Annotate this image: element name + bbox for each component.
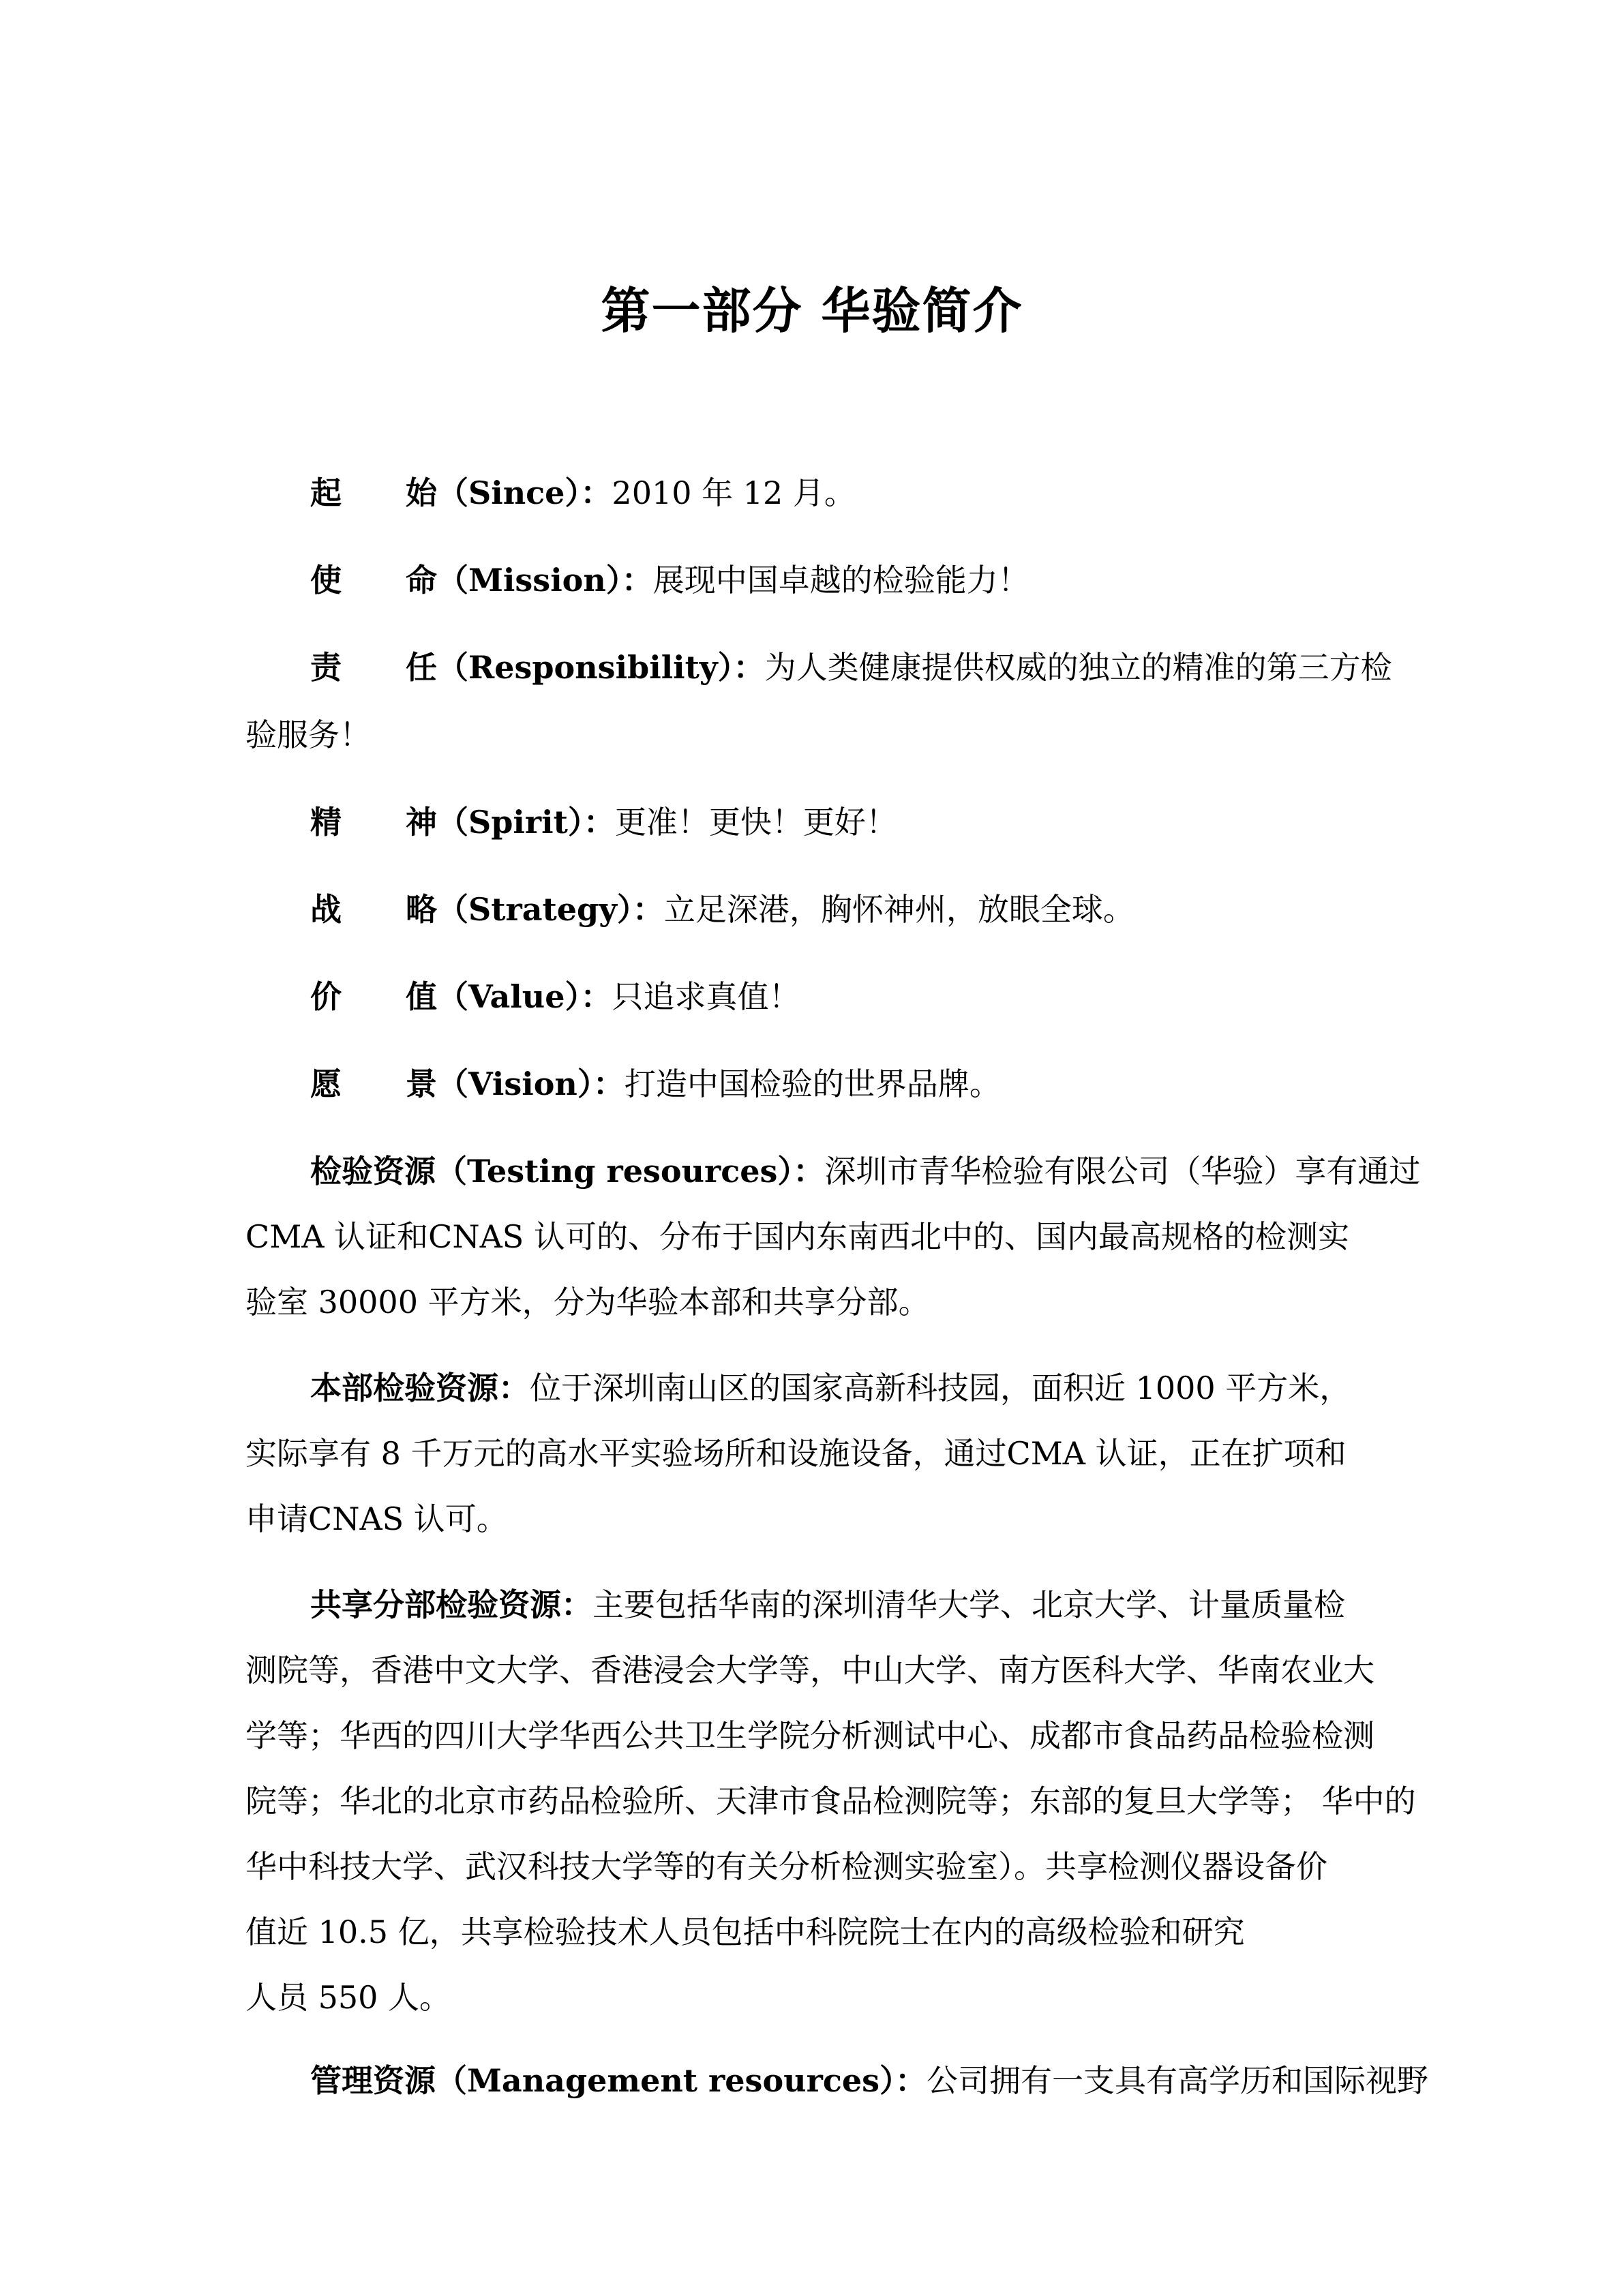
management-paragraph: 管理资源（Management resources）：公司拥有一支具有高学历和国际视野 [310,2062,1428,2099]
testing-resources-label: 检验资源（Testing resources）： [310,1153,825,1190]
shared-resources-label: 共享分部检验资源： [310,1586,592,1623]
item-spirit: 精 神（Spirit）：更准！更快！更好！ [310,804,897,841]
item-value: 价 值（Value）：只追求真值！ [310,978,800,1015]
item-mission: 使 命（Mission）：展现中国卓越的检验能力！ [310,562,1029,599]
item-strategy: 战 略（Strategy）：立足深港，胸怀神州，放眼全球。 [310,891,1134,928]
testing-resources-paragraph: 检验资源（Testing resources）：深圳市青华检验有限公司（华验）享有通过 CMA 认证和CNAS 认可的、分布于国内东南西北中的、国内最高规格的检测实 验室 30000 平方米，分为华验本部和共享分部。 [245,1153,1421,1320]
item-responsibility: 责 任（Responsibility）：为人类健康提供权威的独立的精准的第三方检 [310,649,1392,686]
page-title: 第一部分 华验简介 [601,282,1023,339]
headquarters-paragraph: 本部检验资源：位于深圳南山区的国家高新科技园，面积近 1000 平方米， 实际享有 8 千万元的高水平实验场所和设施设备，通过CMA 认证，正在扩项和 申请CNAS 认可。 [245,1370,1351,1537]
item-vision: 愿 景（Vision）：打造中国检验的世界品牌。 [310,1066,1001,1102]
headquarters-label: 本部检验资源： [310,1370,530,1406]
shared-resources-paragraph: 共享分部检验资源：主要包括华南的深圳清华大学、北京大学、计量质量检 测院等，香港中文大学、香港浸会大学等，中山大学、南方医科大学、华南农业大 学等；华西的四川大学华西公共卫生学院分析测试中心、成都市食品药品检验检测 院等；华北的北京市药品检验所、天津市食品检测院等；东部的复旦大学等； 华中的 华中科技大学、武汉科技大学等的有关分析检测实验室）。共享检测仪器设备价 值近 10.5 亿，共享检验技术人员包括中科院院士在内的高级检验和研究 人员 550 人。 [245,1586,1416,2016]
item-since: 起 始（Since）：2010 年 12 月。 [310,474,856,511]
management-label: 管理资源（Management resources）： [310,2062,927,2099]
item-responsibility-cont: 验服务！ [245,716,371,753]
